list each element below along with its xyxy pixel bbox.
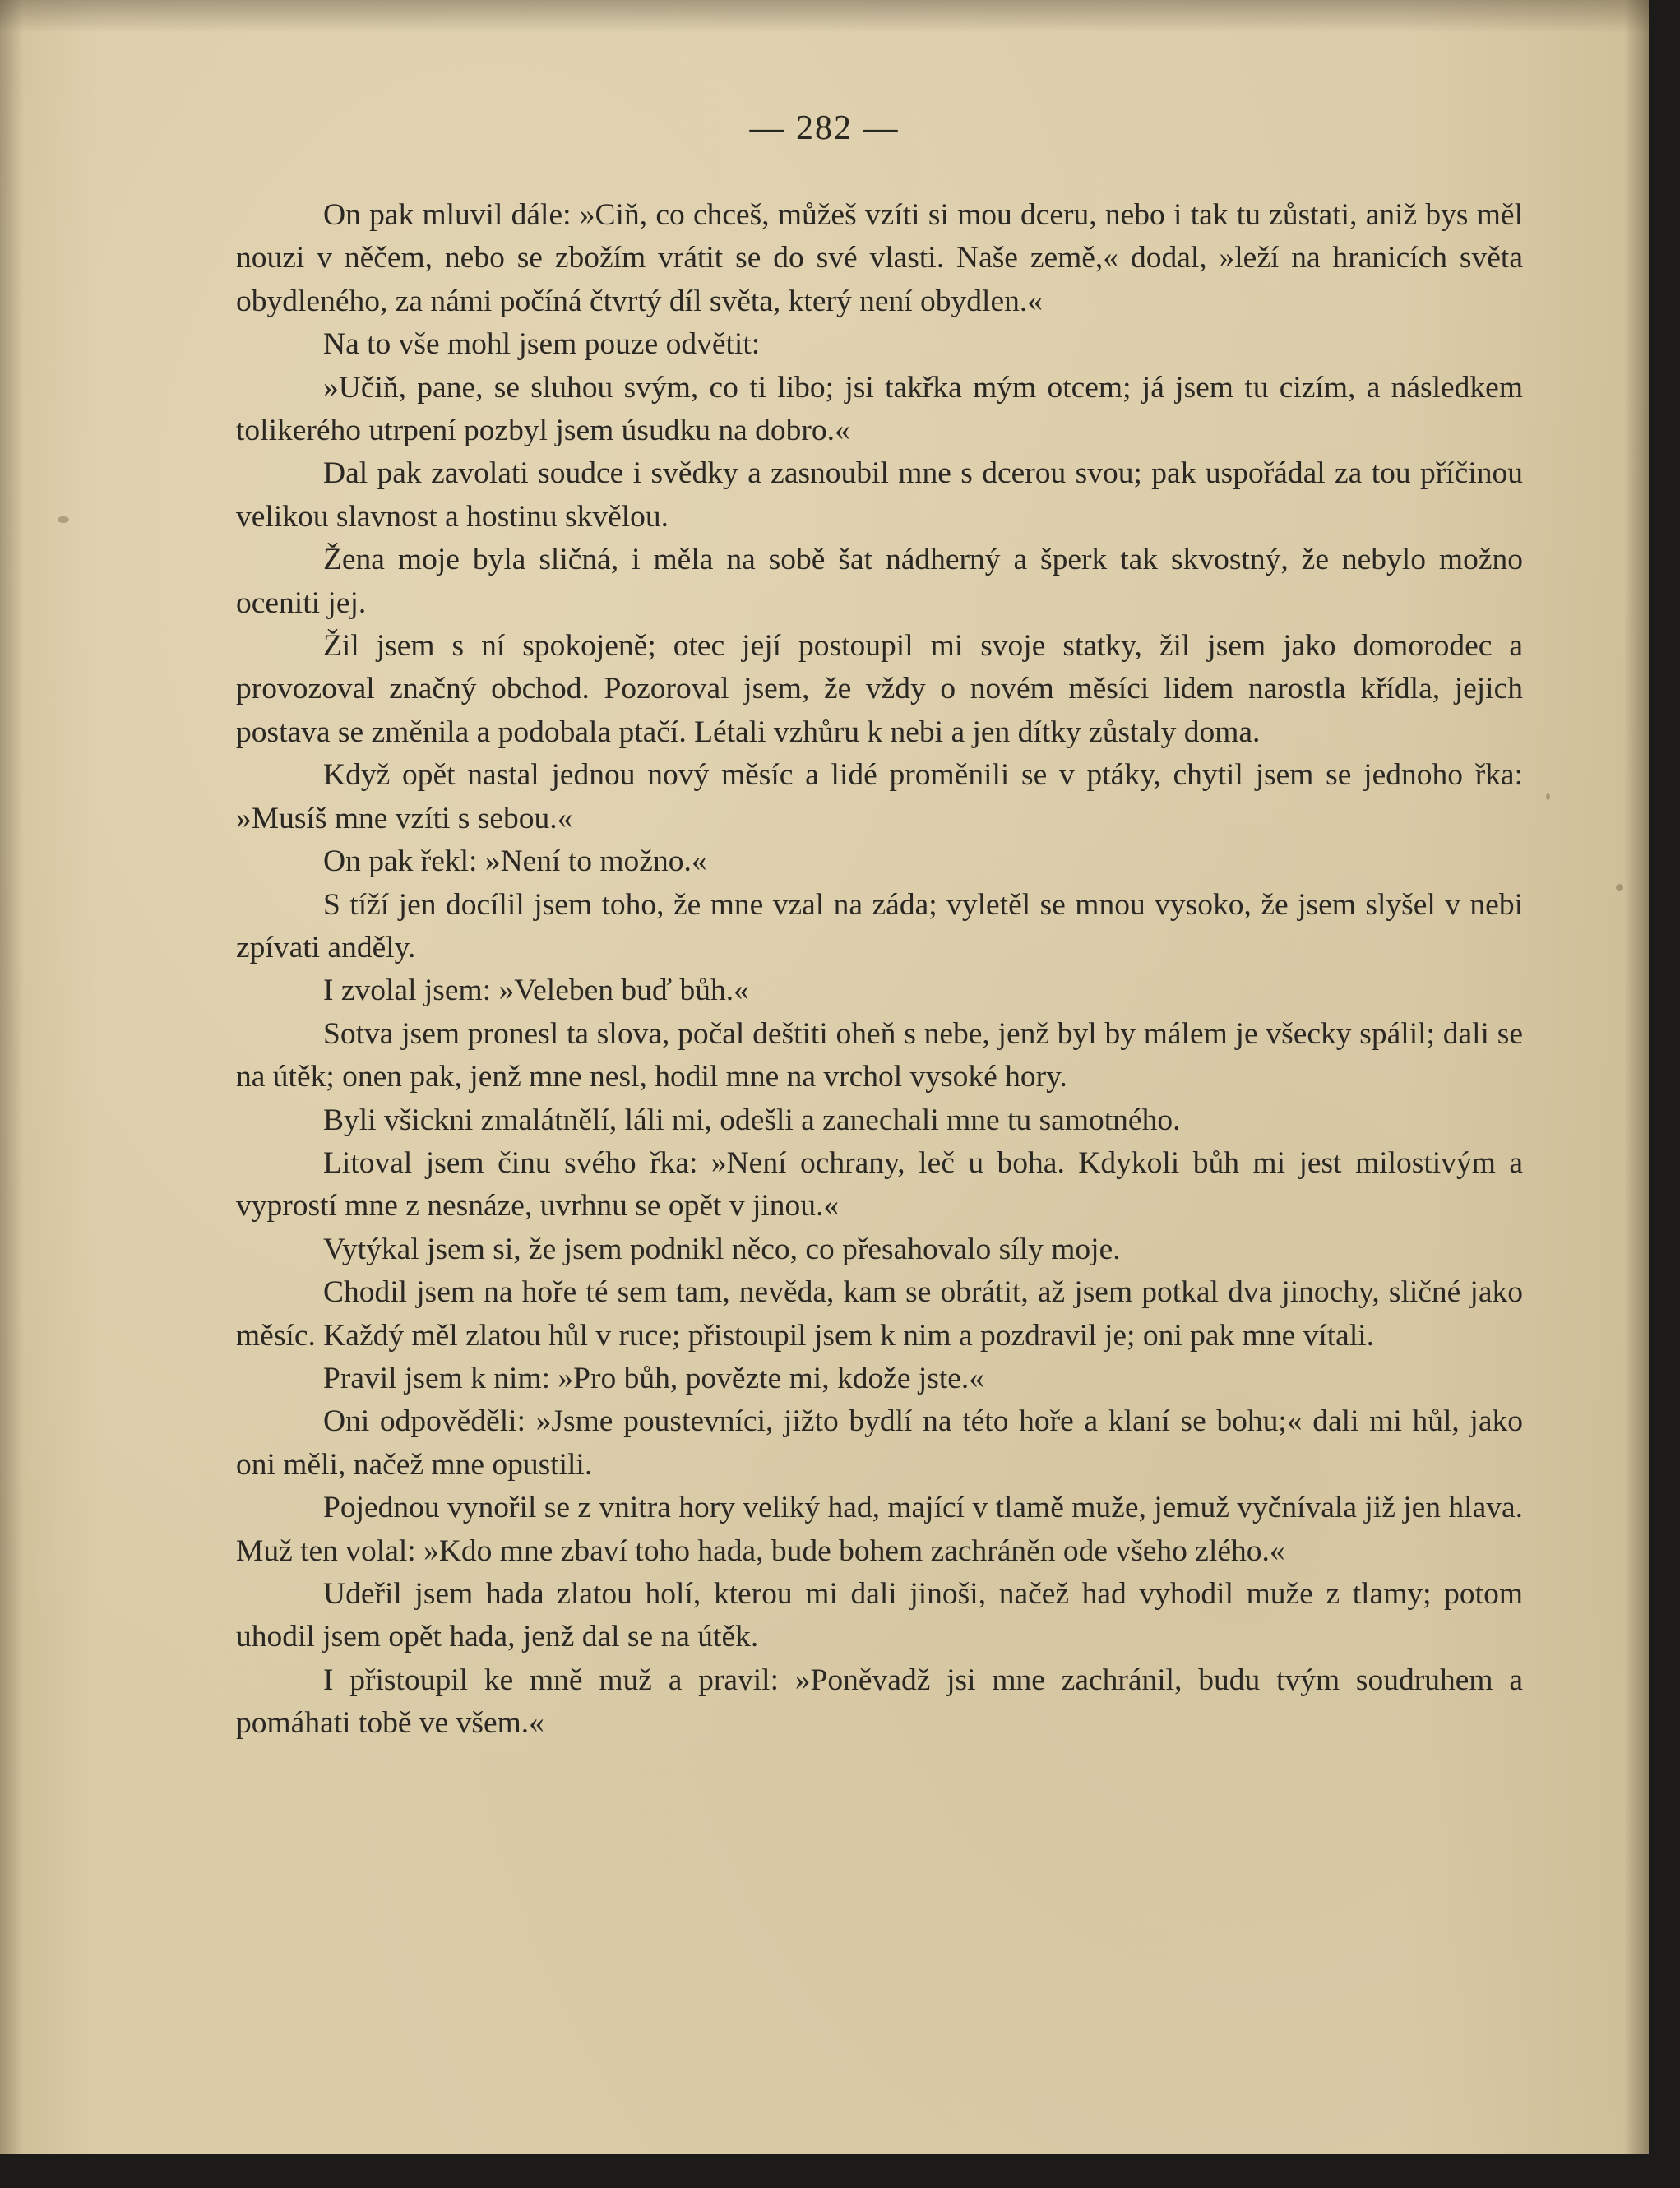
body-text <box>236 194 1523 1746</box>
paragraph: Pravil jsem k nim: »Pro bůh, povězte mi, kdože jste.« <box>323 1361 985 1395</box>
paper-smudge <box>58 516 69 523</box>
paragraph: Vytýkal jsem si, že jsem podnikl něco, co přesahovalo síly moje. <box>323 1232 1121 1266</box>
paragraph: Sotva jsem pronesl ta slova, počal deštiti oheň s nebe, jenž byl by málem je všecky spálil; dali se na útěk; onen pak, jenž mne nesl, hodil mne na vrchol vysoké hory. <box>236 1016 1523 1094</box>
paper-smudge <box>1616 884 1623 891</box>
paragraph: On pak řekl: »Není to možno.« <box>323 844 707 879</box>
page-top-shadow <box>0 0 1649 33</box>
paragraph: Když opět nastal jednou nový měsíc a lidé proměnili se v ptáky, chytil jsem se jednoho řka: »Musíš mne vzíti s sebou.« <box>236 758 1523 835</box>
paragraph: Na to vše mohl jsem pouze odvětit: <box>323 327 761 362</box>
paragraph: Žena moje byla sličná, i měla na sobě šat nádherný a šperk tak skvostný, že nebylo možno oceniti jej. <box>236 543 1523 620</box>
paragraph: »Učiň, pane, se sluhou svým, co ti libo; jsi takřka mým otcem; já jsem tu cizím, a následkem tolikerého utrpení pozbyl jsem úsudku na dobro.« <box>236 370 1523 448</box>
paragraph: I přistoupil ke mně muž a pravil: »Poněvadž jsi mne zachránil, budu tvým soudruhem a pomáhati tobě ve všem.« <box>236 1663 1523 1741</box>
paragraph: Oni odpověděli: »Jsme poustevníci, jižto bydlí na této hoře a klaní se bohu;« dali mi hůl, jako oni měli, načež mne opustili. <box>236 1404 1523 1482</box>
paragraph: Udeřil jsem hada zlatou holí, kterou mi dali jinoši, načež had vyhodil muže z tlamy; potom uhodil jsem opět hada, jenž dal se na útěk. <box>236 1577 1523 1654</box>
paragraph: Litoval jsem činu svého řka: »Není ochrany, leč u boha. Kdykoli bůh mi jest milostivým a vyprostí mne z nesnáze, uvrhnu se opět v jinou.« <box>236 1145 1523 1224</box>
paragraph: Pojednou vynořil se z vnitra hory veliký had, mající v tlamě muže, jemuž vyčnívala již jen hlava. Muž ten volal: »Kdo mne zbaví toho hada, bude bohem zachráněn ode všeho zlého.« <box>236 1491 1523 1568</box>
page-number: — 282 — <box>749 109 900 147</box>
paragraph: Byli všickni zmalátnělí, láli mi, odešli a zanechali mne tu samotného. <box>323 1103 1181 1137</box>
paragraph: I zvolal jsem: »Veleben buď bůh.« <box>323 974 749 1008</box>
paragraph: On pak mluvil dále: »Ciň, co chceš, můžeš vzíti si mou dceru, nebo i tak tu zůstati, aniž bys měl nouzi v něčem, nebo se zbožím vrátit se do své vlasti. Naše země,« dodal, »leží na hranicích světa obydleného, za námi počíná čtvrtý díl světa, který není obydlen.« <box>236 198 1523 318</box>
paragraph: S tíží jen docílil jsem toho, že mne vzal na záda; vyletěl se mnou vysoko, že jsem slyšel v nebi zpívati anděly. <box>236 887 1523 964</box>
paragraph: Žil jsem s ní spokojeně; otec její postoupil mi svoje statky, žil jsem jako domorodec a provozoval značný obchod. Pozoroval jsem, že vždy o novém měsíci lidem narostla křídla, jejich postava se změnila a podobala ptačí. Létali vzhůru k nebi a jen dítky zůstaly doma. <box>236 629 1523 749</box>
paper-smudge <box>1546 793 1550 800</box>
paragraph: Chodil jsem na hoře té sem tam, nevěda, kam se obrátit, až jsem potkal dva jinochy, sličné jako měsíc. Každý měl zlatou hůl v ruce; přistoupil jsem k nim a pozdravil je; oni pak mne vítali. <box>236 1275 1523 1353</box>
paragraph: Dal pak zavolati soudce i svědky a zasnoubil mne s dcerou svou; pak uspořádal za tou příčinou velikou slavnost a hostinu skvělou. <box>236 456 1523 534</box>
page-binding-edge <box>1624 0 1649 2154</box>
page-left-shadow <box>0 0 23 2154</box>
